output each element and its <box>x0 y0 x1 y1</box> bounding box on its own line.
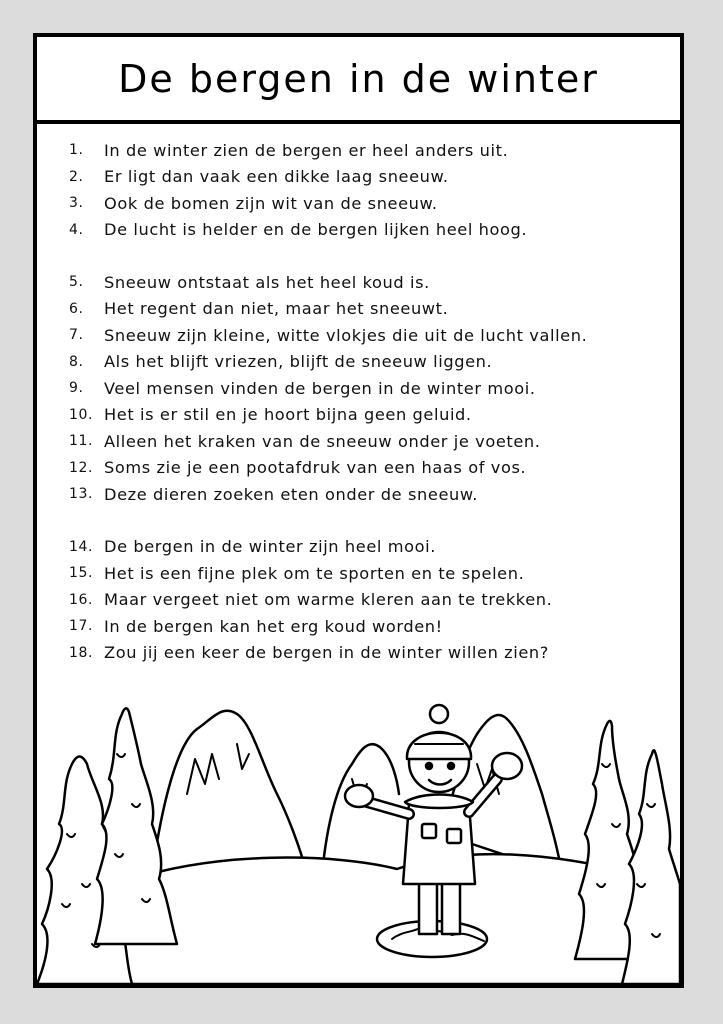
sentence-list <box>69 137 666 666</box>
sentence-1 <box>69 137 666 164</box>
sentence-text: In de bergen kan het erg koud worden! <box>104 616 443 636</box>
sentence-7 <box>69 322 666 349</box>
sentence-number: 4. <box>69 221 84 238</box>
sentence-text: Zou jij een keer de bergen in de winter willen zien? <box>104 643 549 663</box>
sentence-number: 12. <box>69 459 94 476</box>
winter-scene-illustration <box>37 684 680 984</box>
sentence-number: 18. <box>69 644 94 661</box>
sentence-number: 7. <box>69 327 84 344</box>
sentence-number: 5. <box>69 274 84 291</box>
sentence-16 <box>69 587 666 614</box>
mountain-left-icon <box>152 711 307 874</box>
sentence-text: Maar vergeet niet om warme kleren aan te trekken. <box>104 590 553 610</box>
worksheet <box>33 33 684 988</box>
sentence-11 <box>69 428 666 455</box>
sentence-number: 1. <box>69 142 84 159</box>
sentence-10 <box>69 402 666 429</box>
sentence-15 <box>69 560 666 587</box>
title-box <box>37 37 680 124</box>
sentence-13 <box>69 481 666 508</box>
sentence-6 <box>69 296 666 323</box>
sentence-number: 6. <box>69 300 84 317</box>
sentence-text: Soms zie je een pootafdruk van een haas of vos. <box>104 458 527 478</box>
sentence-3 <box>69 190 666 217</box>
sentence-2 <box>69 164 666 191</box>
sentence-number: 17. <box>69 618 94 635</box>
sentence-number: 16. <box>69 591 94 608</box>
sentence-number: 10. <box>69 406 94 423</box>
sentence-number: 9. <box>69 380 84 397</box>
sentence-number: 2. <box>69 168 84 185</box>
sentence-number: 14. <box>69 538 94 555</box>
sentence-number: 8. <box>69 353 84 370</box>
sentence-text: Het is een fijne plek om te sporten en te spelen. <box>104 563 525 583</box>
sentence-5 <box>69 269 666 296</box>
sentence-number: 3. <box>69 195 84 212</box>
sentence-17 <box>69 613 666 640</box>
sentence-text: De bergen in de winter zijn heel mooi. <box>104 537 436 557</box>
sentence-number: 13. <box>69 486 94 503</box>
sentence-14 <box>69 534 666 561</box>
sentence-8 <box>69 349 666 376</box>
sentence-12 <box>69 455 666 482</box>
sentence-text: Deze dieren zoeken eten onder de sneeuw. <box>104 484 478 504</box>
sentence-number: 15. <box>69 565 94 582</box>
pine-tree-icon <box>622 750 680 984</box>
sentence-text: Veel mensen vinden de bergen in de winter mooi. <box>104 378 536 398</box>
sentence-text: Het is er stil en je hoort bijna geen geluid. <box>104 405 472 425</box>
sentence-text: Het regent dan niet, maar het sneeuwt. <box>104 299 449 319</box>
sentence-text: In de winter zien de bergen er heel anders uit. <box>104 140 509 160</box>
sentence-text: Sneeuw zijn kleine, witte vlokjes die uit de lucht vallen. <box>104 325 588 345</box>
sentence-text: Sneeuw ontstaat als het heel koud is. <box>104 272 430 292</box>
sentence-text: De lucht is helder en de bergen lijken heel hoog. <box>104 220 528 240</box>
sentence-text: Er ligt dan vaak een dikke laag sneeuw. <box>104 167 449 187</box>
sentence-9 <box>69 375 666 402</box>
sentence-4 <box>69 217 666 244</box>
sentence-number: 11. <box>69 433 94 450</box>
page-title: De bergen in de winter <box>118 56 599 101</box>
snow-ground <box>117 854 637 984</box>
sentence-text: Als het blijft vriezen, blijft de sneeuw liggen. <box>104 352 493 372</box>
sentence-18 <box>69 640 666 667</box>
sentence-text: Alleen het kraken van de sneeuw onder je voeten. <box>104 431 541 451</box>
sentence-text: Ook de bomen zijn wit van de sneeuw. <box>104 193 438 213</box>
